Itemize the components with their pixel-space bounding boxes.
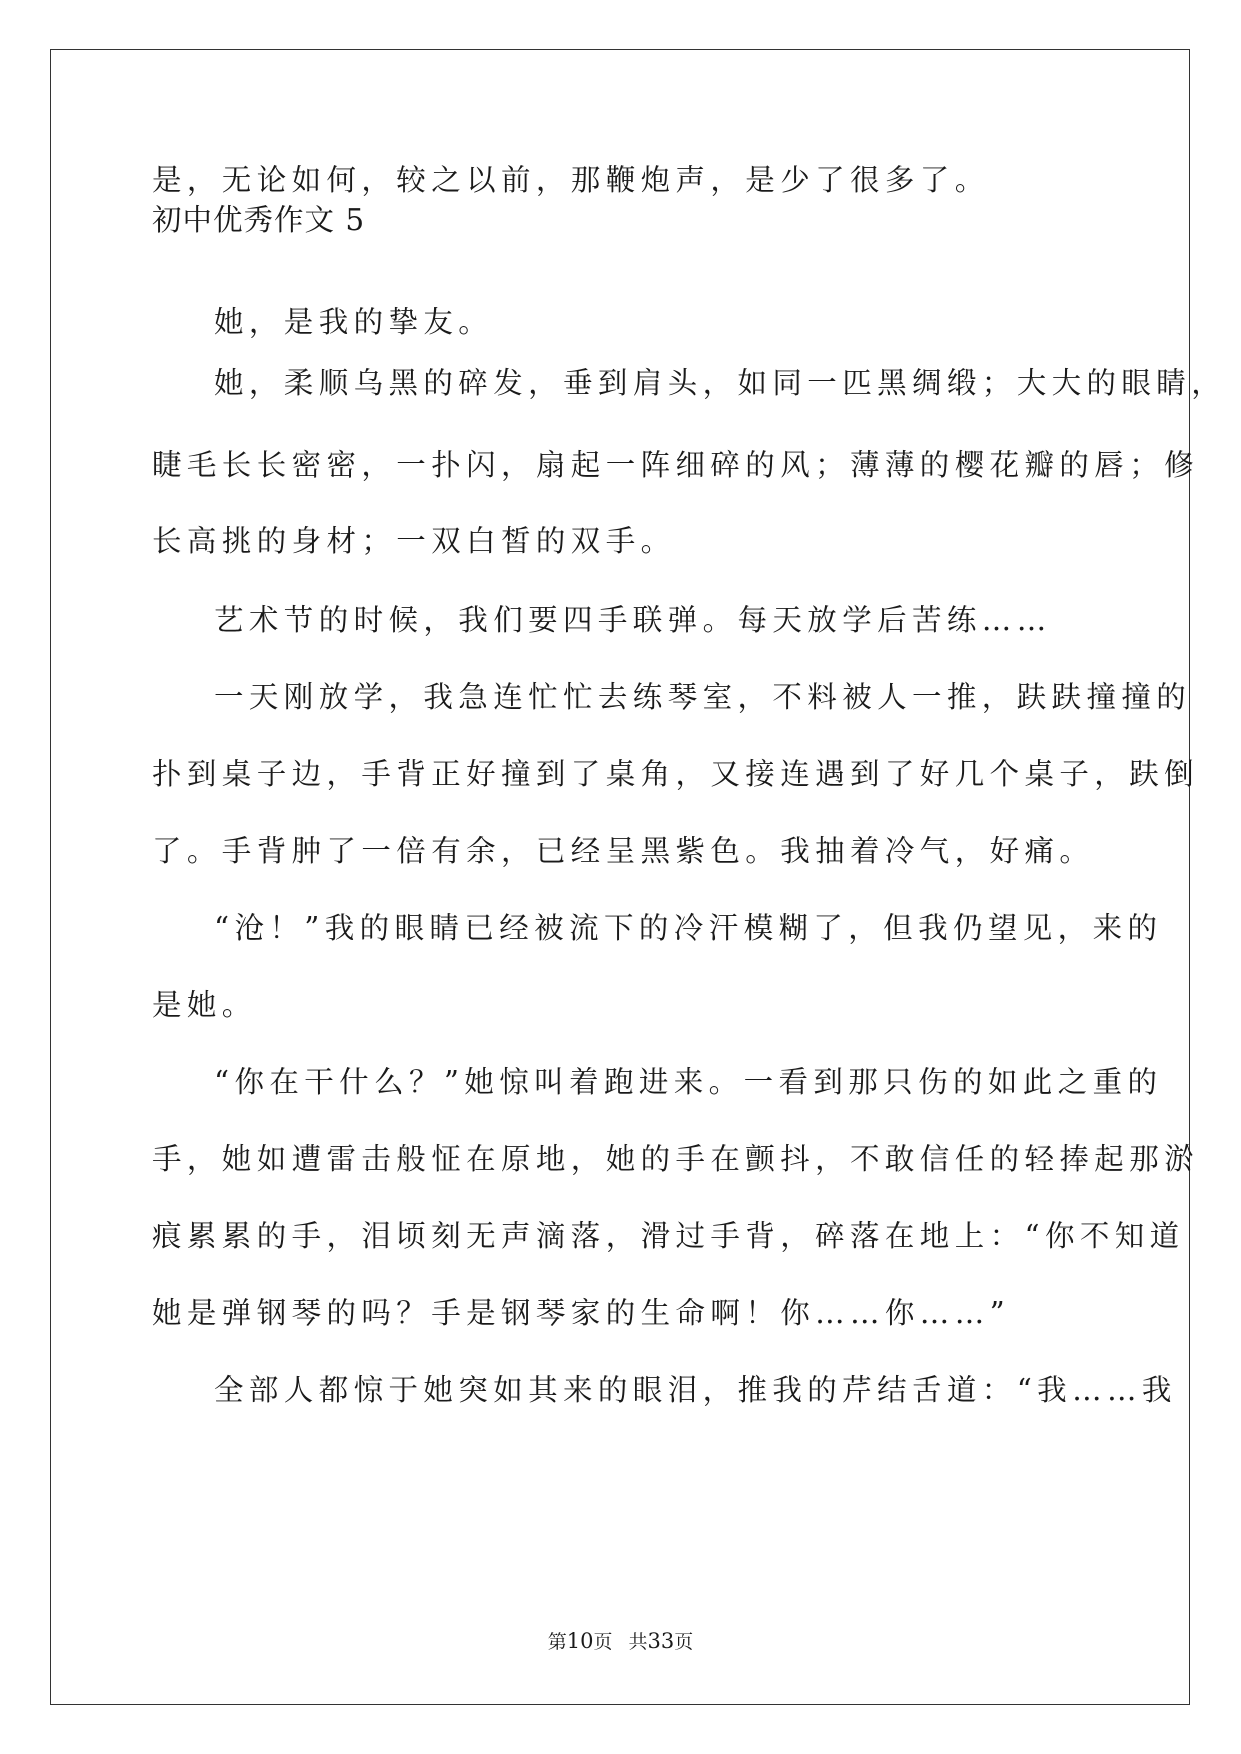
page-border [50,49,1190,1705]
paragraph-line: 睫毛长长密密，一扑闪，扇起一阵细碎的风；薄薄的樱花瓣的唇；修 [152,448,1200,482]
section-heading: 初中优秀作文 5 [152,203,366,237]
paragraph-line: 扑到桌子边，手背正好撞到了桌角，又接连遇到了好几个桌子，趺倒 [152,757,1200,791]
paragraph-line: 长高挑的身材；一双白皙的双手。 [152,524,676,558]
paragraph-line: 全部人都惊于她突如其来的眼泪，推我的芹结舌道：“我……我 [214,1373,1177,1407]
page-footer [0,1629,1241,1654]
paragraph-line: 她是弹钢琴的吗？手是钢琴家的生命啊！你……你……” [152,1296,1011,1330]
page-prefix: 第 [547,1631,567,1653]
paragraph-line: 手，她如遭雷击般怔在原地，她的手在颤抖，不敢信任的轻捧起那淤 [152,1142,1200,1176]
paragraph-line: 痕累累的手，泪顷刻无声滴落，滑过手背，碎落在地上：“你不知道 [152,1219,1185,1253]
paragraph-line: 她，是我的挚友。 [214,305,494,339]
current-page-number: 10 [566,1629,594,1653]
paragraph-line: 了。手背肿了一倍有余，已经呈黑紫色。我抽着冷气，好痛。 [152,834,1095,868]
paragraph-line: 一天刚放学，我急连忙忙去练琴室，不料被人一推，趺趺撞撞的 [214,680,1192,714]
page-suffix: 页 [593,1631,613,1653]
paragraph-line: 是她。 [152,988,257,1022]
total-pages-number: 33 [647,1629,675,1653]
paragraph-line: 艺术节的时候，我们要四手联弹。每天放学后苦练…… [214,603,1052,637]
text-line: 是，无论如何，较之以前，那鞭炮声，是少了很多了。 [152,163,990,197]
paragraph-line: 她，柔顺乌黑的碎发，垂到肩头，如同一匹黑绸缎；大大的眼睛， [214,366,1227,400]
paragraph-line: “沧！”我的眼睛已经被流下的冷汗模糊了，但我仍望见，来的 [214,911,1163,945]
total-suffix: 页 [674,1631,694,1653]
paragraph-line: “你在干什么？”她惊叫着跑进来。一看到那只伤的如此之重的 [214,1065,1163,1099]
total-prefix: 共 [628,1631,648,1653]
